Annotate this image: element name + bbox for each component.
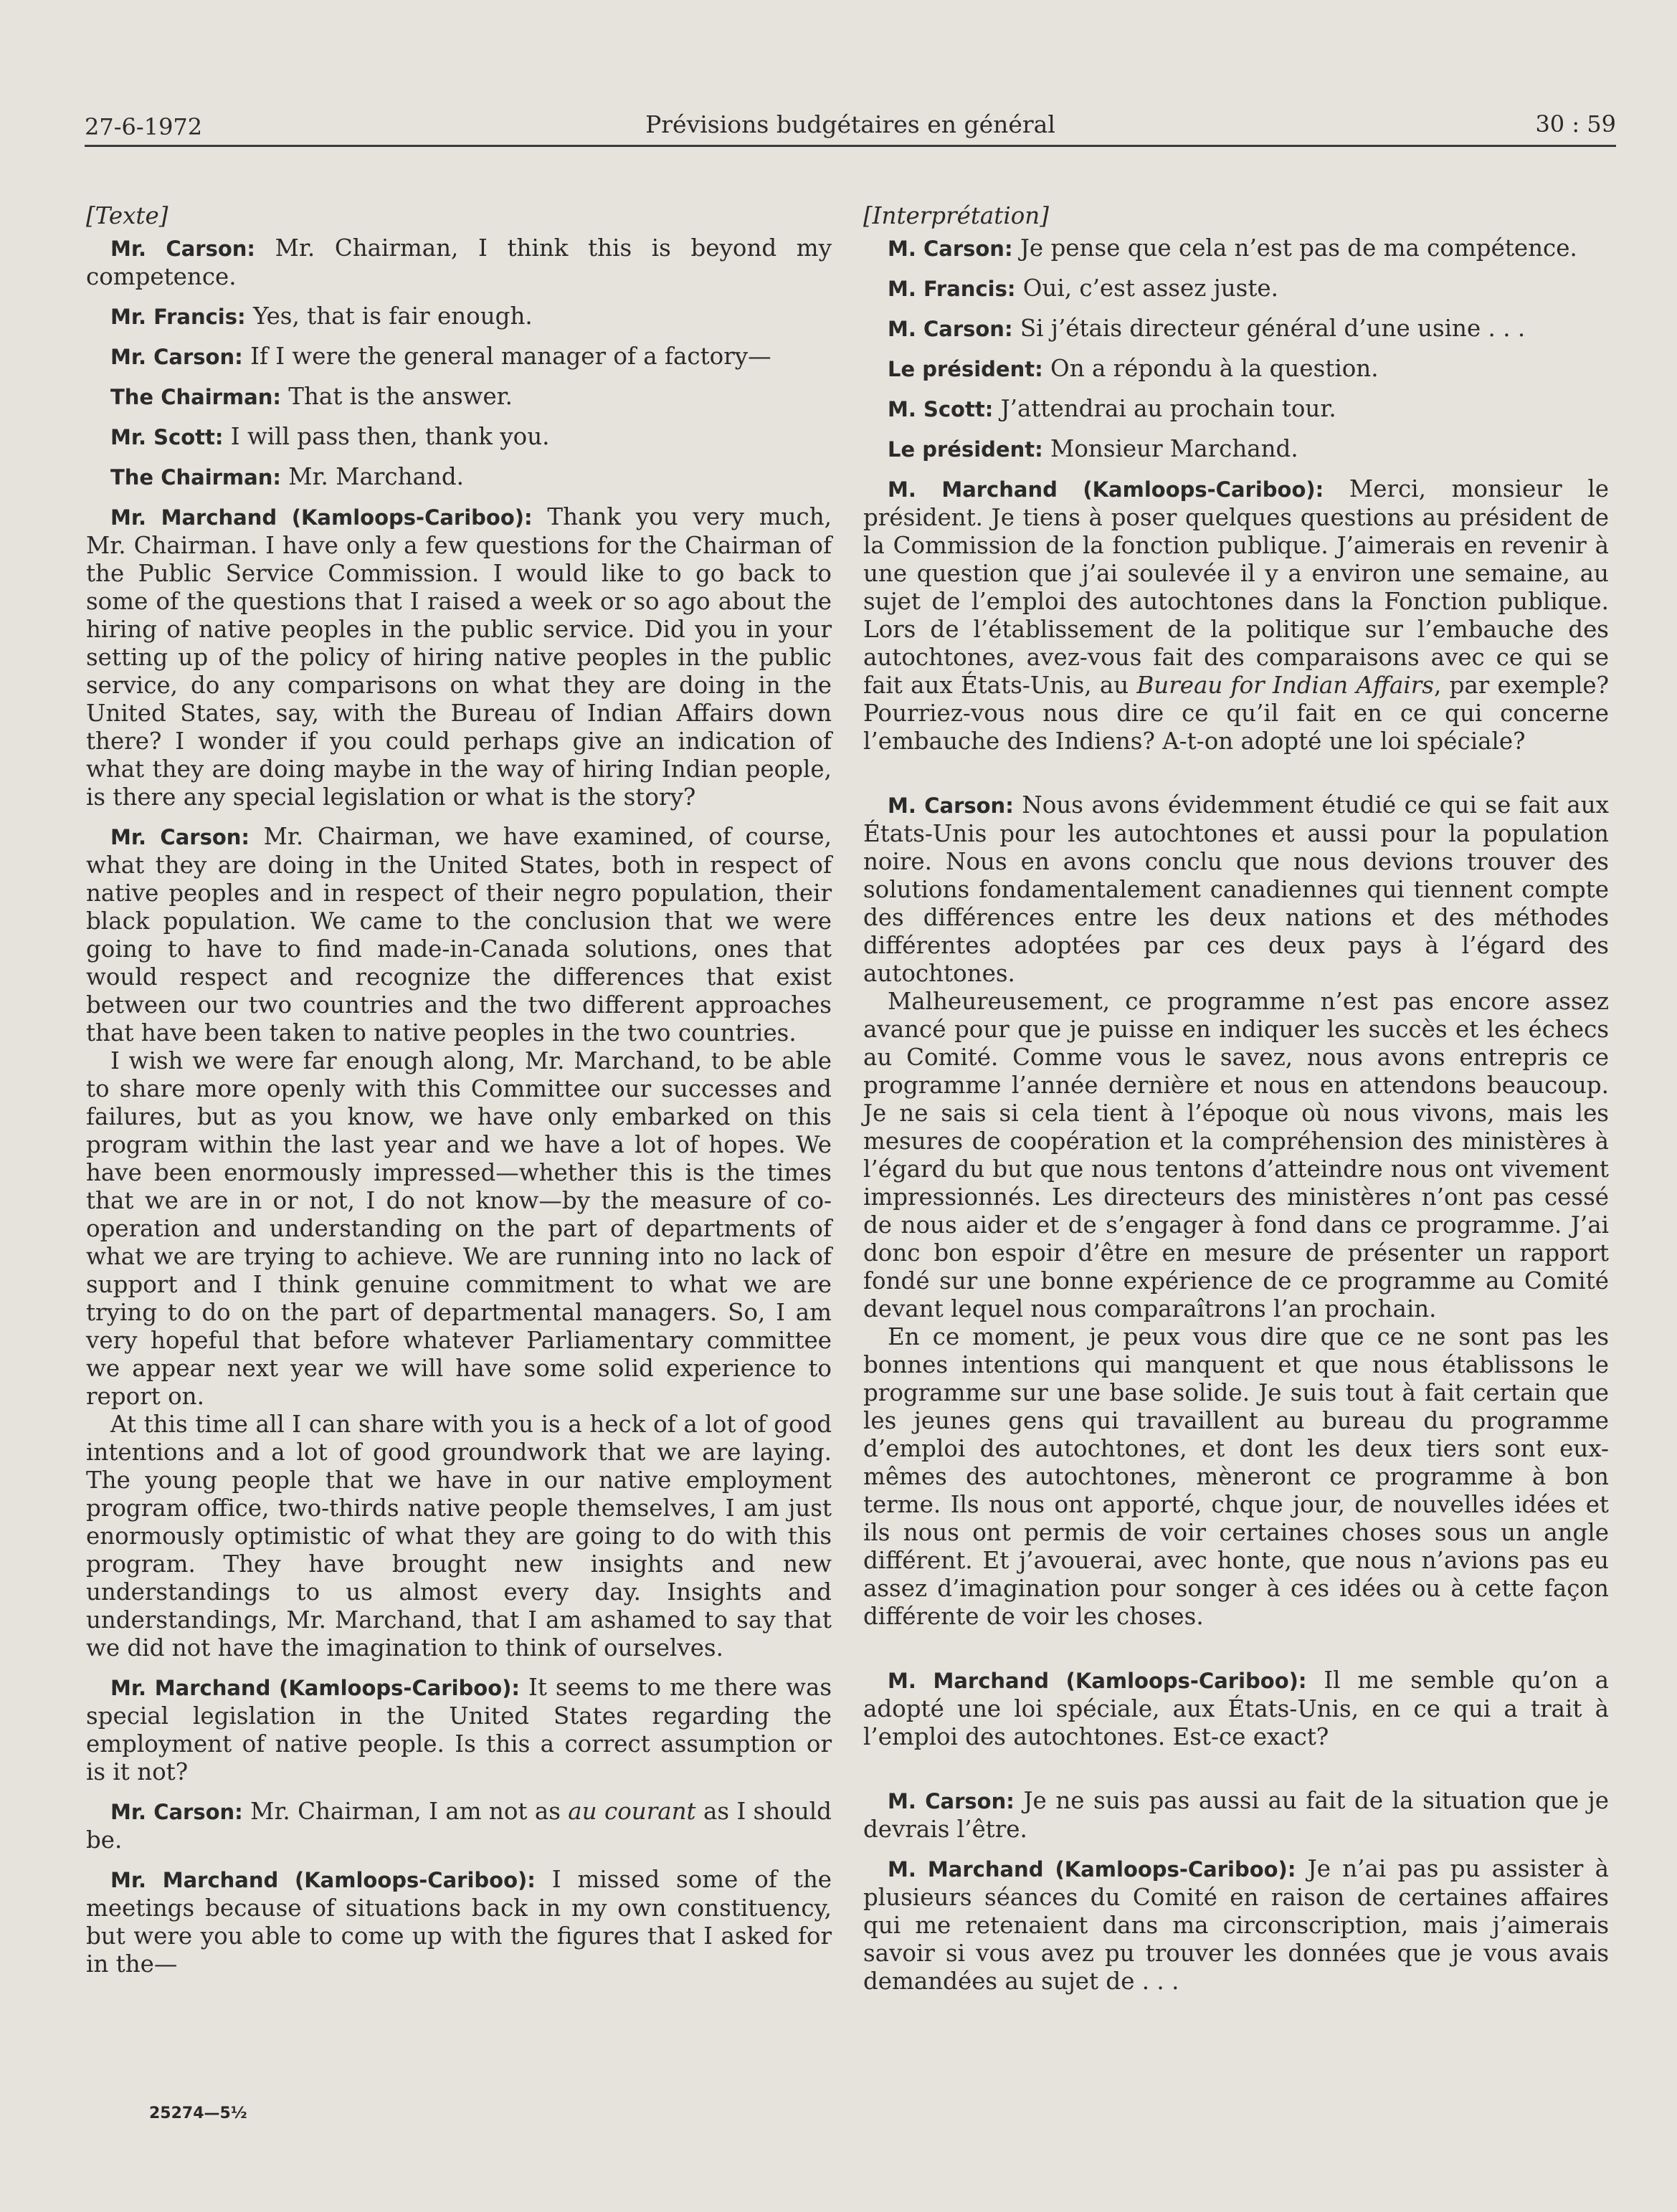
left-column: [86, 202, 832, 1990]
paragraph: M. Carson: Si j’étais directeur général d’une usine . . .: [888, 315, 1526, 342]
right-column: [863, 202, 1609, 2007]
spacer: [863, 1642, 1609, 1667]
paragraph: M. Carson: Nous avons évidemment étudié ce qui se fait aux États-Unis pour les autochtones et aussi pour la population noire. Nous en avons conclu que nous devions trouver des solutions fondamentalement canadiennes qui tiennent compte des différences entre les deux nations et des méthodes différentes adoptées par ces deux pays à l’égard des autochtones.: [863, 791, 1609, 987]
speaker-name: M. Carson:: [888, 237, 1013, 261]
spacer: [863, 767, 1609, 791]
speaker-name: M. Marchand (Kamloops-Cariboo):: [888, 1857, 1296, 1882]
speaker-name: Mr. Scott:: [110, 425, 224, 449]
italic-term: Bureau for Indian Affairs: [1136, 672, 1434, 699]
paragraph: At this time all I can share with you is a heck of a lot of good intentions and a lot of good groundwork that we are laying. The young people that we have in our native employment program office, two-thirds native people themselves, I am just enormously optimistic of what they are going to do with this program. They have brought new insights and new understandings to us almost every day. Insights and understandings, Mr. Marchand, that I am ashamed to say that we did not have the imagination to think of ourselves.: [86, 1411, 832, 1662]
speaker-name: M. Scott:: [888, 397, 994, 421]
speaker-name: Mr. Carson:: [110, 237, 256, 261]
header-page-number: 30 : 59: [1535, 110, 1616, 138]
section-tag-interpretation: [Interprétation]: [863, 202, 1049, 229]
paragraph: Mr. Carson: If I were the general manager of a factory—: [110, 343, 771, 370]
paragraph: Le président: On a répondu à la question.: [888, 355, 1379, 382]
paragraph: Mr. Carson: Mr. Chairman, I think this is beyond my competence.: [86, 234, 832, 290]
italic-term: au courant: [568, 1798, 696, 1825]
paragraph: The Chairman: Mr. Marchand.: [110, 463, 464, 490]
paragraph: M. Marchand (Kamloops-Cariboo): Je n’ai pas pu assister à plusieurs séances du Comité en raison de certaines affaires qui me retenaient dans ma circonscription, mais j’aimerais savoir si vous avez pu trouver les données que je vous avais demandées au sujet de . . .: [863, 1855, 1610, 1995]
speaker-name: M. Marchand (Kamloops-Cariboo):: [888, 477, 1324, 502]
spacer: [863, 1763, 1609, 1787]
speaker-name: Mr. Carson:: [110, 345, 243, 369]
speaker-name: Mr. Carson:: [110, 825, 250, 849]
page-header: [85, 108, 1616, 147]
paragraph: Malheureusement, ce programme n’est pas encore assez avancé pour que je puisse en indiquer les succès et les échecs au Comité. Comme vous le savez, nous avons entrepris ce programme l’année dernière et nous en attendons beaucoup. Je ne sais si cela tient à l’époque où nous vivons, mais les mesures de coopération et la compréhension des ministères à l’égard du but que nous tentons d’atteindre nous ont vivement impressionnés. Les directeurs des ministères n’ont pas cessé de nous aider et de s’engager à fond dans ce programme. J’ai donc bon espoir d’être en mesure de présenter un rapport fondé sur une bonne expérience de ce programme au Comité devant lequel nous comparaîtrons l’an prochain.: [863, 988, 1609, 1322]
paragraph: M. Marchand (Kamloops-Cariboo): Merci, monsieur le président. Je tiens à poser quelques questions au président de la Commission de la fonction publique. J’aimerais en revenir à une question que j’ai soulevée il y a environ une semaine, au sujet de l’emploi des autochtones dans la Fonction publique. Lors de l’établissement de la politique sur l’embauche des autochtones, avez-vous fait des comparaisons avec ce qui se fait aux États-Unis, au Bureau for Indian Affairs, par exemple? Pourriez-vous nous dire ce qu’il fait en ce qui concerne l’embauche des Indiens? A-t-on adopté une loi spéciale?: [863, 475, 1609, 755]
speaker-name: M. Francis:: [888, 277, 1016, 301]
header-date: 27-6-1972: [85, 113, 203, 140]
paragraph: En ce moment, je peux vous dire que ce ne sont pas les bonnes intentions qui manquent et que nous établissons le programme sur une base solide. Je suis tout à fait certain que les jeunes gens qui travaillent au bureau du programme d’emploi des autochtones, et dont les deux tiers sont eux-mêmes des autochtones, mèneront ce programme à bon terme. Ils nous ont apporté, chque jour, de nouvelles idées et ils nous ont permis de voir certaines choses sous un angle différent. Et j’avouerai, avec honte, que nous n’avions pas eu assez d’imagination pour songer à ces idées ou à cette façon différente de voir les choses.: [863, 1323, 1609, 1630]
speaker-name: Mr. Marchand (Kamloops-Cariboo):: [110, 505, 533, 530]
paragraph: M. Carson: Je ne suis pas aussi au fait de la situation que je devrais l’être.: [863, 1787, 1609, 1843]
paragraph: Mr. Scott: I will pass then, thank you.: [110, 423, 550, 450]
speaker-name: M. Marchand (Kamloops-Cariboo):: [888, 1669, 1307, 1693]
speaker-name: Mr. Marchand (Kamloops-Cariboo):: [110, 1676, 520, 1700]
speaker-name: Mr. Francis:: [110, 305, 246, 329]
paragraph: Mr. Marchand (Kamloops-Cariboo): Thank you very much, Mr. Chairman. I have only a few questions for the Chairman of the Public Service Commission. I would like to go back to some of the questions that I raised a week or so ago about the hiring of native peoples in the public service. Did you in your setting up of the policy of hiring native peoples in the public service, do any comparisons on what they are doing in the United States, say, with the Bureau of Indian Affairs down there? I wonder if you could perhaps give an indication of what they are doing maybe in the way of hiring Indian people, is there any special legislation or what is the story?: [86, 503, 832, 811]
print-code: 25274—5½: [149, 2104, 247, 2122]
section-tag-texte: [Texte]: [86, 202, 168, 229]
paragraph: I wish we were far enough along, Mr. Marchand, to be able to share more openly with this Committee our successes and failures, but as you know, we have only embarked on this program within the last year and we have a lot of hopes. We have been enormously impressed—whether this is the times that we are in or not, I do not know—by the measure of co-operation and understanding on the part of departments of what we are trying to achieve. We are running into no lack of support and I think genuine commitment to what we are trying to do on the part of departmental managers. So, I am very hopeful that before whatever Parliamentary committee we appear next year we will have some solid experience to report on.: [86, 1047, 832, 1410]
speaker-name: M. Carson:: [888, 793, 1014, 818]
paragraph: M. Marchand (Kamloops-Cariboo): Il me semble qu’on a adopté une loi spéciale, aux États-Unis, en ce qui a trait à l’emploi des autochtones. Est-ce exact?: [863, 1667, 1609, 1750]
paragraph: Mr. Marchand (Kamloops-Cariboo): It seems to me there was special legislation in the United States regarding the employment of native people. Is this a correct assumption or is it not?: [86, 1674, 832, 1786]
speaker-name: The Chairman:: [110, 465, 281, 490]
paragraph: Mr. Carson: Mr. Chairman, we have examined, of course, what they are doing in the United States, both in respect of native peoples and in respect of their negro population, their black population. We came to the conclusion that we were going to have to find made-in-Canada solutions, ones that would respect and recognize the differences that exist between our two countries and the two different approaches that have been taken to native peoples in the two countries.: [86, 823, 832, 1047]
speaker-name: M. Carson:: [888, 1789, 1015, 1813]
speaker-name: Mr. Marchand (Kamloops-Cariboo):: [110, 1868, 536, 1892]
paragraph: M. Scott: J’attendrai au prochain tour.: [888, 395, 1336, 422]
paragraph: Mr. Francis: Yes, that is fair enough.: [110, 302, 533, 330]
paragraph: Le président: Monsieur Marchand.: [888, 435, 1298, 462]
speaker-name: Le président:: [888, 357, 1043, 381]
speaker-name: The Chairman:: [110, 385, 281, 409]
paragraph: M. Francis: Oui, c’est assez juste.: [888, 275, 1278, 302]
header-title: Prévisions budgétaires en général: [645, 110, 1055, 138]
paragraph: The Chairman: That is the answer.: [110, 383, 513, 410]
speaker-name: Le président:: [888, 437, 1043, 462]
speaker-name: M. Carson:: [888, 317, 1013, 341]
paragraph: M. Carson: Je pense que cela n’est pas de ma compétence.: [888, 234, 1577, 262]
speaker-name: Mr. Carson:: [110, 1800, 243, 1824]
paragraph: Mr. Marchand (Kamloops-Cariboo): I missed some of the meetings because of situations back in my own constituency, but were you able to come up with the figures that I asked for in the—: [86, 1866, 832, 1978]
paragraph: Mr. Carson: Mr. Chairman, I am not as au courant as I should be.: [86, 1798, 832, 1854]
